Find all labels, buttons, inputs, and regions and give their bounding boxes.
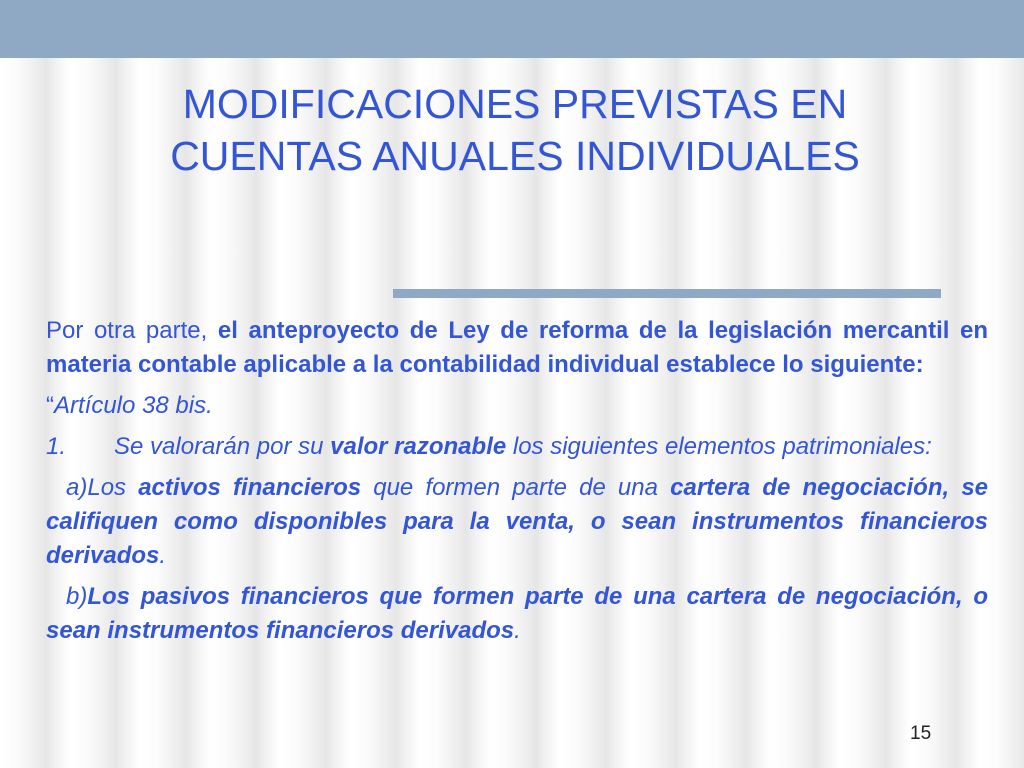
item-b-bold: Los pasivos financieros que formen parte de una cartera de negociación, o sean instrumentos financieros derivados bbox=[46, 583, 988, 644]
item-1-bold: valor razonable bbox=[330, 433, 507, 460]
slide-title bbox=[60, 78, 970, 182]
item-a-letter: a) bbox=[66, 474, 88, 501]
header-band bbox=[0, 0, 1024, 58]
item-a-bold-2: cartera de negociación, se califiquen como disponibles para la venta, o sean instrumentos financieros derivados bbox=[46, 474, 989, 569]
item-a-text-b: que formen parte de una bbox=[361, 474, 671, 501]
slide-body bbox=[46, 314, 988, 655]
item-b-end: . bbox=[514, 617, 521, 644]
intro-text: Por otra parte, bbox=[46, 317, 218, 344]
article-heading: Artículo 38 bis. bbox=[54, 392, 213, 419]
title-line-2: CUENTAS ANUALES INDIVIDUALES bbox=[170, 133, 860, 179]
title-divider bbox=[393, 289, 941, 298]
item-b-letter: b) bbox=[66, 583, 88, 610]
intro-bold-text: el anteproyecto de Ley de reforma de la legislación mercantil en materia contable aplicable a la contabilidad individual establece lo siguiente: bbox=[46, 317, 989, 378]
title-line-1: MODIFICACIONES PREVISTAS EN bbox=[182, 81, 848, 127]
item-a-end: . bbox=[159, 542, 167, 569]
item-1-text-b: los siguientes elementos patrimoniales: bbox=[506, 433, 932, 460]
item-a-text-a: Los bbox=[87, 474, 139, 501]
page-number: 15 bbox=[910, 723, 932, 744]
item-a-bold-1: activos financieros bbox=[138, 474, 362, 501]
item-1-text-a: Se valorarán por su bbox=[114, 433, 331, 460]
paragraph-intro bbox=[46, 314, 988, 382]
item-number: 1. bbox=[46, 433, 67, 460]
paragraph-item-a bbox=[46, 471, 988, 573]
open-quote: “ bbox=[46, 392, 54, 419]
paragraph-article bbox=[46, 389, 988, 423]
paragraph-item-b bbox=[46, 580, 988, 648]
paragraph-item-1 bbox=[46, 430, 988, 464]
